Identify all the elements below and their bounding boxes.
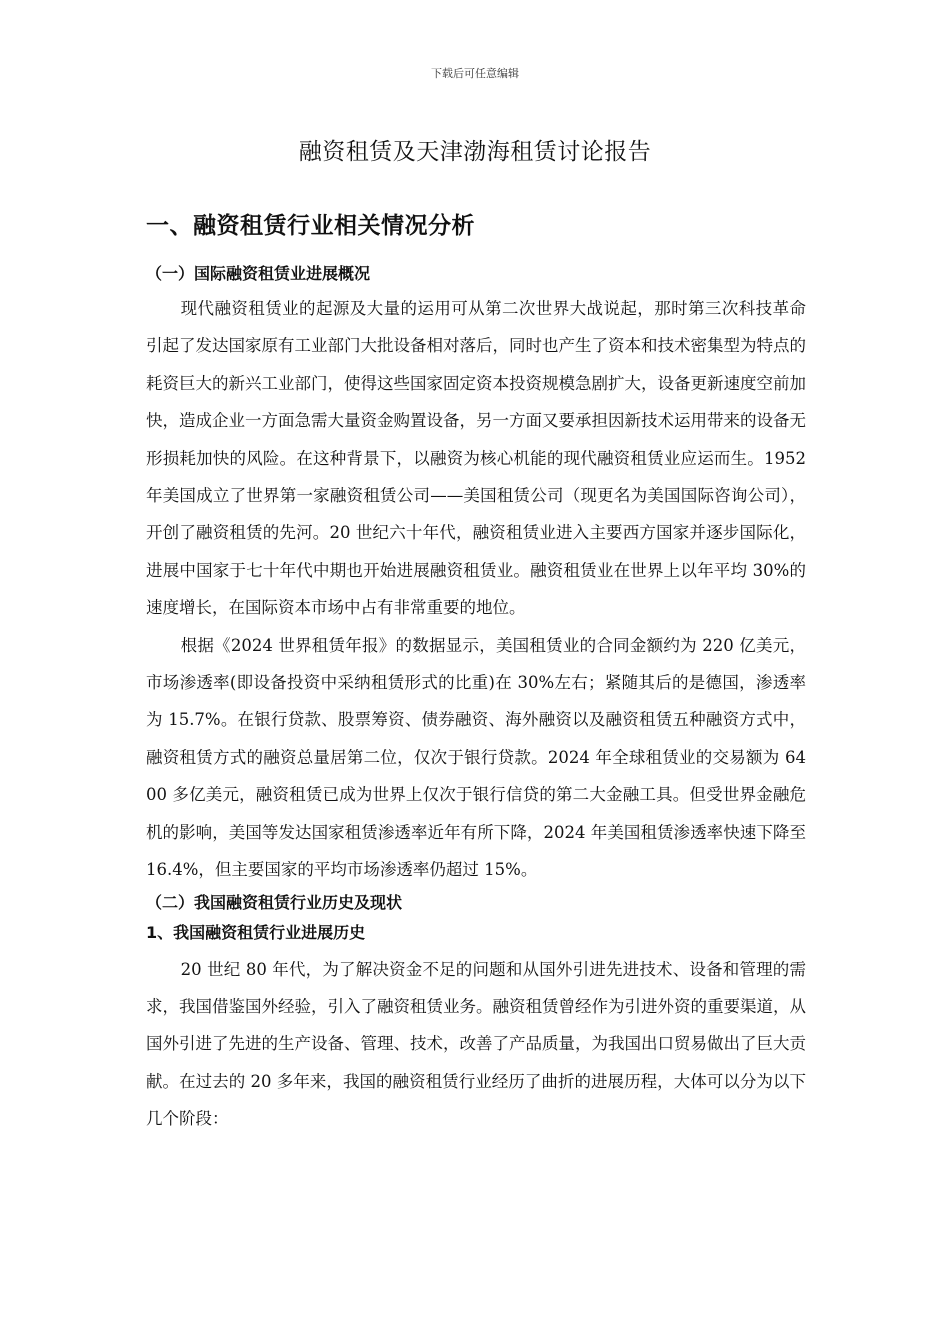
paragraph-international-statistics: 根据《2024 世界租赁年报》的数据显示，美国租赁业的合同金额约为 220 亿美元，市场渗透率(即设备投资中采纳租赁形式的比重)在 30%左右；紧随其后的是德国，渗透率为 15.7%。在银行贷款、股票筹资、债券融资、海外融资以及融资租赁五种融资方式中，融资租赁方式的融资总量居第二位，仅次于银行贷款。2024 年全球租赁业的交易额为 6400 多亿美元，融资租赁已成为世界上仅次于银行信贷的第二大金融工具。但受世界金融危机的影响，美国等发达国家租赁渗透率近年有所下降，2024 年美国租赁渗透率快速下降至 16.4%，但主要国家的平均市场渗透率仍超过 15%。: [146, 635, 806, 880]
document-title: 融资租赁及天津渤海租赁讨论报告: [298, 139, 652, 165]
subsection-heading-international: （一）国际融资租赁业进展概况: [146, 264, 371, 283]
section-heading-1: 一、融资租赁行业相关情况分析: [146, 213, 475, 239]
document-body: [146, 204, 806, 1138]
paragraph-domestic-history: 20 世纪 80 年代，为了解决资金不足的问题和从国外引进先进技术、设备和管理的需求，我国借鉴国外经验，引入了融资租赁业务。融资租赁曾经作为引进外资的重要渠道，从国外引进了先进的生产设备、管理、技术，改善了产品质量，为我国出口贸易做出了巨大贡献。在过去的 20 多年来，我国的融资租赁行业经历了曲折的进展历程，大体可以分为以下几个阶段：: [146, 959, 806, 1129]
header-note: 下载后可任意编辑: [431, 67, 519, 80]
paragraph-international-history: 现代融资租赁业的起源及大量的运用可从第二次世界大战说起，那时第三次科技革命引起了发达国家原有工业部门大批设备相对落后，同时也产生了资本和技术密集型为特点的耗资巨大的新兴工业部门，使得这些国家固定资本投资规模急剧扩大，设备更新速度空前加快，造成企业一方面急需大量资金购置设备，另一方面又要承担因新技术运用带来的设备无形损耗加快的风险。在这种背景下，以融资为核心机能的现代融资租赁业应运而生。1952 年美国成立了世界第一家融资租赁公司——美国租赁公司（现更名为美国国际咨询公司），开创了融资租赁的先河。20 世纪六十年代，融资租赁业进入主要西方国家并逐步国际化，进展中国家于七十年代中期也开始进展融资租赁业。融资租赁业在世界上以年平均 30%的速度增长，在国际资本市场中占有非常重要的地位。: [146, 299, 806, 618]
subsection-heading-domestic: （二）我国融资租赁行业历史及现状: [146, 892, 403, 912]
item-heading-domestic-history: 1、我国融资租赁行业进展历史: [146, 922, 366, 942]
